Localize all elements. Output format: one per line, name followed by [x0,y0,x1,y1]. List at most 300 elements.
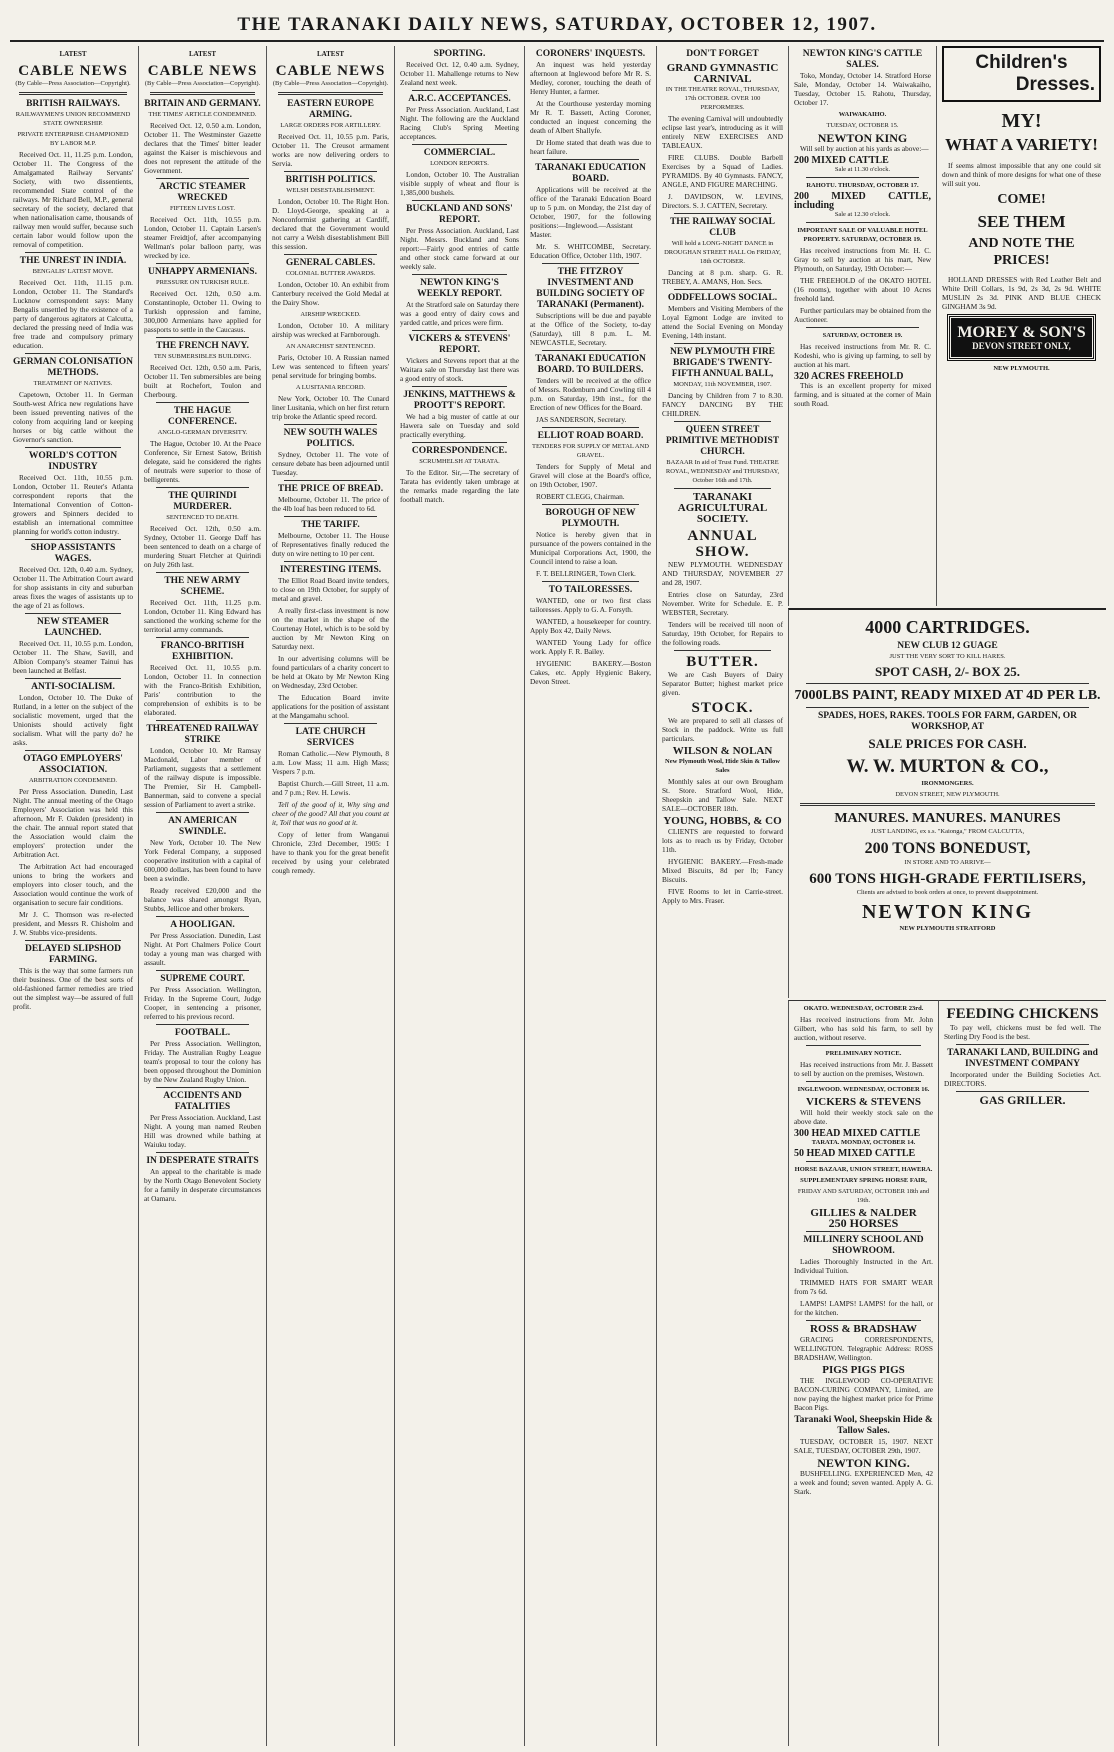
ad-highlight: 200 MIXED CATTLE [794,155,889,166]
ad-headline: NEWTON KING [817,131,908,145]
ad-headline: YOUNG, HOBBS, & CO [663,815,782,827]
ad-text: TUESDAY, OCTOBER 15, 1907. NEXT SALE, TUESDAY, OCTOBER 29th, 1907. [794,1437,933,1455]
article-text: Melbourne, October 11. The House of Representatives finally reduced the duty on wire netting to 10 per cent. [272,531,389,558]
headline: UNHAPPY ARMENIANS. [148,267,257,277]
column-heading: CABLE NEWS [275,63,386,79]
headline: SPORTING. [433,49,486,59]
ad-text: NEW PLYMOUTH. WEDNESDAY AND THURSDAY, NOVEMBER 27 and 28, 1907. [662,560,783,587]
divider [806,683,1089,684]
divider [542,350,639,351]
headline: FOOTBALL. [174,1028,231,1038]
divider [412,200,507,201]
article-text: This is the way that some farmers run their business. One of the best sorts of old-fashioned farmer remedies are tried out the simplest way—be assured of full profit. [13,966,133,1011]
ad-text: Members and Visiting Members of the Loyal Egmont Lodge are invited to attend the Social Evening on Monday Evening, 14th instant. [662,304,783,340]
divider [156,720,249,721]
article-text: London, October 10. The Right Hon. D. Lloyd-George, speaking at a Nonconformist gathering at Cardiff, declared that the Government would not carry a Welsh disestablishment Bill this session. [272,197,389,251]
ad-headline: 4000 CARTRIDGES. [865,617,1030,637]
ad-headline: GAS GRILLER. [979,1093,1066,1107]
article-text: Capetown, October 11. In German South-west Africa new regulations have been issued preventing natives of the colony from acquiring land or keeping horses or big cattle without the Governor's sanction. [13,390,133,444]
ad-headline: ROSS & BRADSHAW [810,1323,917,1335]
divider [156,1024,249,1025]
divider [542,427,639,428]
ad-subheading: JUST THE VERY SORT TO KILL HARES. [889,653,1006,660]
ad-subheading: SPADES, HOES, RAKES. TOOLS FOR FARM, GARDEN, OR WORKSHOP, AT [817,711,1077,732]
ad-text: Dancing at 8 p.m. sharp. G. R. TREBEY, A. AMANS, Hon. Secs. [662,268,783,286]
divider [150,92,255,95]
ad-subheading: SATURDAY, OCTOBER 19. [822,332,903,339]
divider [284,254,377,255]
divider [156,337,249,338]
headline: LATE CHURCH SERVICES [295,727,366,748]
divider [25,447,121,448]
divider [156,916,249,917]
subheading: ARBITRATION CONDEMNED. [28,777,118,784]
headline: THE QUIRINDI MURDERER. [168,491,237,512]
article-text: Melbourne, October 11. The price of the 4lb loaf has been reduced to 6d. [272,495,389,513]
notice-text: JAS SANDERSON, Secretary. [536,415,627,424]
headline: ELLIOT ROAD BOARD. [537,431,644,441]
ad-text: Ladies Thoroughly Instructed in the Art. Individual Tuition. [794,1257,933,1275]
column-5 [524,46,656,1746]
column-kicker: LATEST [316,50,345,58]
ad-subheading: Will hold a LONG-NIGHT DANCE in DROUGHAN STREET HALL On FRIDAY, 18th OCTOBER. [664,240,781,265]
ad-subheading: Sale at 12.30 o'clock. [834,211,891,218]
masthead [0,0,1114,44]
ad-text: HYGIENIC BAKERY.—Fresh-made Mixed Biscuits, 8d per lb; Fancy Biscuits. [662,857,783,884]
article-text: Ready received £20,000 and the balance was shared amongst Ryan, Stubbs, Jellicoe and other brokers. [144,886,261,913]
ad-text: The evening Carnival will undoubtedly eclipse last year's, introducing as it will entirely NEW EXERCISES AND TABLEAUX. [662,114,783,150]
article-text: Sydney, October 11. The vote of censure debate has been adjourned until Tuesday. [272,450,389,477]
ad-headline: NEWTON KING. [817,1456,910,1470]
article-text: The Elliot Road Board invite tenders, to close on 19th October, for supply of metal and gravel. [272,576,389,603]
ad-highlight: 300 HEAD MIXED CATTLE [794,1128,921,1139]
article-text: Mr J. C. Thomson was re-elected president, and Messrs R. Chisholm and J. W. Stubbs vice-presidents. [13,910,133,937]
ad-subheading: JUST LANDING, ex s.s. "Kaionga," FROM CALCUTTA, [870,828,1025,835]
subheading: TEN SUBMERSIBLES BUILDING. [153,353,252,360]
ad-text: Toko, Monday, October 14. Stratford Horse Sale, Monday, October 14. Waiwakaiho, Tuesday, October 15. Rahotu, Thursday, October 17. [794,71,931,107]
article-text: Received Oct. 12, 0.40 a.m. Sydney, October 11. Mahallenge returns to New Zealand next week. [400,60,519,87]
article-text: Received Oct. 11, 10.55 p.m. London, October 11. In connection with the Franco-British Exhibition, Paris' contribution to the comprehension of exhibits is to be elaborated. [144,663,261,717]
article-text: Received Oct. 12th, 0.50 a.m. Paris, October 11. Ten submersibles are being built at Rochefort, Toulon and Cherbourg. [144,363,261,399]
article-text: Baptist Church.—Gill Street, 11 a.m. and 7 p.m.; Rev. H. Lewis. [272,779,389,797]
article-text: Received Oct. 12th, 0.50 a.m. Sydney, October 11. George Daff has been sentenced to death on a charge of murdering Stuart Fletcher at Quirindi on July 26th last. [144,524,261,569]
divider [25,252,121,253]
divider [156,1152,249,1153]
divider [25,353,121,354]
article-text: Received Oct. 12th, 0.40 a.m. Sydney, October 11. The Arbitration Court award for shop assistants in city and suburban areas fixes the wages of assistants up to the age of 21 as follows. [13,565,133,610]
subheading: FIFTEEN LIVES LOST. [169,205,236,212]
ad-subheading: Sale at 11.30 o'clock. [834,166,891,173]
ad-subheading: HORSE BAZAAR, UNION STREET, HAWERA. [794,1166,933,1173]
divider [412,90,507,91]
article-text: Per Press Association. Wellington, Friday. In the Supreme Court, Judge Cooper, in sentencing a prisoner, referred to his previous record. [144,985,261,1021]
headline: GENERAL CABLES. [285,258,376,268]
ad-headline: TARANAKI LAND, BUILDING and INVESTMENT COMPANY [947,1048,1098,1069]
masthead-rule [10,40,1104,42]
divider [674,421,771,422]
ad-text: Incorporated under the Building Societies Act. DIRECTORS. [944,1070,1101,1088]
article-text: New York, October 10. The New York Federal Company, a supposed cooperative institution with a capital of 600,000 dollars, has been found to have been a swindle. [144,838,261,883]
column-2 [138,46,266,1746]
subheading: WELSH DISESTABLISHMENT. [286,187,375,194]
headline: BUCKLAND AND SONS' REPORT. [406,204,513,225]
divider [800,803,1095,806]
column-7-lower [788,1000,938,1746]
headline: VICKERS & STEVENS' REPORT. [408,334,511,355]
notice-text: Tenders will be received at the office of Messrs. Rodenburn and Cowling till 4 p.m. on Saturday, 19th inst., for the Erection of new Offices for the Board. [530,376,651,412]
morey-sons-logo [948,315,1095,360]
divider [156,487,249,488]
ad-text: GRACING CORRESPONDENTS, WELLINGTON. Telegraphic Address: ROSS BRADSHAW, Wellington. [794,1335,933,1362]
headline: TARANAKI EDUCATION BOARD. TO BUILDERS. [535,354,646,375]
divider [284,171,377,172]
headline: AN AMERICAN SWINDLE. [168,816,237,837]
headline: BOROUGH OF NEW PLYMOUTH. [545,508,636,529]
ad-headline: MILLINERY SCHOOL AND SHOWROOM. [803,1235,924,1256]
divider [284,480,377,481]
article-text: An appeal to the charitable is made by the North Otago Benevolent Society for a family in desperate circumstances at Oamaru. [144,1167,261,1203]
ad-headline: GRAND GYMNASTIC CARNIVAL [666,62,779,85]
childrens-dresses-ad [942,46,1101,102]
ad-brand: NEWTON KING [861,901,1034,923]
ad-subheading: FRIDAY AND SATURDAY, OCTOBER 18th and 19th. [797,1188,930,1204]
article-text: At the Stratford sale on Saturday there was a good entry of dairy cows and yarded cattle, and prices were firm. [400,300,519,327]
ad-headline: TARANAKI AGRICULTURAL SOCIETY. [677,491,768,525]
ad-address: NEW PLYMOUTH STRATFORD [899,925,996,932]
article-text: Per Press Association. Auckland, Last Night. Messrs. Buckland and Sons report:—Fairly good entries of cattle and other stock came forward at our weekly sale. [400,226,519,271]
article-text: New York, October 10. The Cunard liner Lusitania, which on her first return trip broke the Atlantic speed record. [272,394,389,421]
divider [412,274,507,275]
divider [284,516,377,517]
murton-banner-ad [788,608,1106,998]
ad-text: Entries close on Saturday, 23rd November. Write for Schedule. E. P. WEBSTER, Secretary. [662,590,783,617]
ad-text: We are prepared to sell all classes of Stock in the paddock. Write us full particulars. [662,716,783,743]
ad-text: Has received instructions from Mr. J. Bassett to sell by auction on the premises, Westown. [794,1060,933,1078]
divider [156,970,249,971]
classified-text: WANTED Young Lady for office work. Apply F. R. Bailey. [530,638,651,656]
notice-text: Notice is hereby given that in pursuance of the powers contained in the Municipal Corporations Act, 1900, the Council intend to raise a loan. [530,530,651,566]
divider [25,940,121,941]
ad-headline: AND NOTE THE PRICES! [968,236,1075,268]
headline: COMMERCIAL. [423,148,496,158]
headline: THE PRICE OF BREAD. [277,484,384,494]
subheading: SCRUMHELSH AT TARATA. [419,458,500,465]
column-7 [788,46,936,606]
subheading: BENGALIS' LATEST MOVE. [32,268,114,275]
ad-headline: 200 TONS BONEDUST, [864,840,1031,857]
ad-subheading: NEW CLUB 12 GUAGE [897,641,998,651]
divider [284,561,377,562]
ad-highlight: 320 ACRES FREEHOLD [794,371,904,382]
ad-headline: NEW PLYMOUTH FIRE BRIGADE'S TWENTY-FIFTH ANNUAL BALL, [669,347,776,379]
headline: A.R.C. ACCEPTANCES. [408,94,511,104]
ad-address: NEW PLYMOUTH. [993,365,1050,372]
article-text: London, October 10. The Australian visible supply of wheat and flour is 1,385,000 bushels. [400,170,519,197]
subheading: TREATMENT OF NATIVES. [33,380,113,387]
ad-headline: MY! [1001,110,1042,132]
headline: NEW STEAMER LAUNCHED. [37,617,109,638]
headline: ARCTIC STEAMER WRECKED [159,182,246,203]
ad-headline: SPOT CASH, 2/- BOX 25. [875,664,1020,679]
ad-text: Tenders will be received till noon of Saturday, 19th October, for Repairs to the following roads. [662,620,783,647]
subheading: TENDERS FOR SUPPLY OF METAL AND GRAVEL. [532,443,649,459]
article-text: To the Editor. Sir,—The secretary of Tarata has evidently taken umbrage at the remarks made regarding the late football match. [400,468,519,504]
divider [806,1231,921,1232]
article-text: Received Oct. 11th, 10.55 p.m. London, October 11. Reuter's Atlanta correspondent reports that the International Convention of Cotton-growers and Spinners decided to establish an international committee planning for world's cotton industry. [13,473,133,536]
headline: GERMAN COLONISATION METHODS. [13,357,133,378]
headline: WORLD'S COTTON INDUSTRY [28,451,118,472]
headline: INTERESTING ITEMS. [279,565,382,575]
article-text: London, October 10. A military airship was wrecked at Farnborough. [272,321,389,339]
ad-highlight: 250 HORSES [828,1216,899,1230]
headline: DELAYED SLIPSHOD FARMING. [25,944,121,965]
divider [25,539,121,540]
ad-title: Children's [975,52,1068,73]
classified-text: WANTED, one or two first class tailoresses. Apply to G. A. Forsyth. [530,596,651,614]
headline: BRITISH RAILWAYS. [26,99,120,109]
divider [674,488,771,489]
ad-subheading: IRONMONGERS. [921,780,974,787]
headline: THE NEW ARMY SCHEME. [164,576,241,597]
column-heading: CABLE NEWS [147,63,258,79]
ad-text: FIRE CLUBS. Double Barbell Exercises by a Squad of Ladies. PYRAMIDS. By 40 Gymnasts. FANCY, ANGLE, AND FIGURE MARCHING. [662,153,783,189]
divider [806,222,919,223]
divider [542,263,639,264]
divider [674,650,771,651]
ad-subheading: TARATA. MONDAY, OCTOBER 14. [811,1139,916,1146]
notice-text: Tenders for Supply of Metal and Gravel will close at the Board's office, on 19th October, 1907. [530,462,651,489]
headline: CORRESPONDENCE. [411,446,508,456]
divider [806,327,919,328]
headline: OTAGO EMPLOYERS' ASSOCIATION. [23,754,123,775]
divider [806,177,919,178]
headline: BRITAIN AND GERMANY. [144,99,261,109]
subheading: AN ANARCHIST SENTENCED. [286,343,375,350]
headline: THE FITZROY INVESTMENT AND BUILDING SOCIETY OF TARANAKI (Permanent). [536,267,645,310]
divider [284,424,377,425]
headline: FRANCO-BRITISH EXHIBITION. [160,641,245,662]
divider [674,213,771,214]
subheading: THE TIMES' ARTICLE CONDEMNED. [148,111,257,118]
article-text: Received Oct. 11th, 10.55 p.m. London, October 11. Captain Larsen's steamer Freidtjof, after accompanying Wellman's polar balloon party, was wrecked by ice. [144,215,261,260]
subheading: AIRSHIP WRECKED. [300,311,361,318]
subheading: ANGLO-GERMAN DIVERSITY. [157,429,248,436]
column-8 [936,46,1106,606]
ad-headline: NEWTON KING'S CATTLE SALES. [802,49,923,70]
divider [156,572,249,573]
ad-text: To pay well, chickens must be fed well. The Sterling Dry Food is the best. [944,1023,1101,1041]
subheading: SENTENCED TO DEATH. [166,514,239,521]
ad-subheading: Clients are advised to book orders at once, to prevent disappointment. [856,889,1039,896]
divider [284,723,377,724]
notice-text: Subscriptions will be due and payable at the Office of the Society, to-day (Saturday), till 8 p.m. L. M. NEWCASTLE, Secretary. [530,311,651,347]
headline: THE HAGUE CONFERENCE. [168,406,237,427]
divider [25,678,121,679]
ad-headline: SALE PRICES FOR CASH. [868,736,1027,751]
headline: ACCIDENTS AND FATALITIES [163,1091,242,1112]
ad-subheading: RAHOTU. THURSDAY, OCTOBER 17. [806,182,919,189]
headline: EASTERN EUROPE ARMING. [287,99,374,120]
article-text: An inquest was held yesterday afternoon at Inglewood before Mr R. S. Medley, coroner, touching the death of Henry Hunter, a farmer. [530,60,651,96]
ad-subheading: IN THE THEATRE ROYAL, THURSDAY, 17th OCTOBER. OVER 100 PERFORMERS. [665,86,780,111]
article-text: Copy of letter from Wanganui Chronicle, 23rd December, 1905: I have to thank you for the great benefit received by using your celebrated cough remedy. [272,830,389,875]
subheading: RAILWAYMEN'S UNION RECOMMEND STATE OWNERSHIP. [15,111,131,127]
ad-headline: THE RAILWAY SOCIAL CLUB [669,217,776,238]
divider [156,402,249,403]
article-text: London, October 10. The Duke of Rutland, in a letter on the subject of the socialistic movement, urged that the Unionists should actively fight socialism. What will the party do? he asks. [13,693,133,747]
subheading: PRIVATE ENTERPRISE CHAMPIONED BY LABOR M.P. [17,131,129,147]
column-1 [8,46,138,1746]
divider [412,386,507,387]
column-credit: (By Cable—Press Association—Copyright). [15,80,131,87]
divider [278,92,383,95]
article-text: Received Oct. 11, 10.55 p.m. London, October 11. The Shaw, Savill, and Albion Company's steamer Tainui has been launched at Belfast. [13,639,133,675]
ad-text: This is an excellent property for mixed farming, and is situated at the corner of Main south Road. [794,381,931,408]
ad-kicker: DON'T FORGET [686,49,759,59]
ad-highlight: 50 HEAD MIXED CATTLE [794,1148,916,1159]
divider [542,159,639,160]
newspaper-title: THE TARANAKI DAILY NEWS, SATURDAY, OCTOBER 12, 1907. [237,14,877,35]
ad-highlight: 200 MIXED CATTLE, including [794,191,931,211]
ad-subheading: OKATO. WEDNESDAY, OCTOBER 23rd. [803,1005,924,1012]
classified-text: WANTED, a housekeeper for country. Apply Box 42, Daily News. [530,617,651,635]
headline: BRITISH POLITICS. [285,175,376,185]
article-text: Received Oct. 11, 10.55 p.m. Paris, October 11. The Creusot armament works are now delivering orders to Servia. [272,132,389,168]
column-6 [656,46,788,1746]
ad-text: FIVE Rooms to let in Carrie-street. Apply to Mrs. Fraser. [662,887,783,905]
notice-text: Mr. S. WHITCOMBE, Secretary. Education Office, October 11th, 1907. [530,242,651,260]
ad-headline: FEEDING CHICKENS [946,1006,1099,1022]
article-text: Received Oct. 12, 0.50 a.m. London, October 11. The Westminster Gazette declares that the Times' bitter leader against the Kaiser is mischievous and does not represent the attitude of the Government. [144,121,261,175]
notice-text: Applications will be received at the office of the Taranaki Education Board up to 5 p.m. on Monday, the 21st day of October, 1907, for the following positions:—Inglewood.—Assistant Master. [530,185,651,239]
ad-text: LAMPS! LAMPS! LAMPS! for the hall, or for the kitchen. [794,1299,933,1317]
ad-text: Monthly sales at our own Brougham St. Store. Stratford Wool, Hide, Sheepskin and Tallow Sale. NEXT SALE—OCTOBER 18th. [662,777,783,813]
article-text: Per Press Association. Auckland, Last Night. A young man named Reuben Hill was drowned while bathing at Waiuku today. [144,1113,261,1149]
divider [542,504,639,505]
subheading: LONDON REPORTS. [430,160,489,167]
subheading: LARGE ORDERS FOR ARTILLERY. [280,122,381,129]
ad-text: Will sell by auction at his yards as above:— [800,144,929,153]
headline: THE UNREST IN INDIA. [19,256,127,266]
column-kicker: LATEST [59,50,87,58]
article-text: Per Press Association. Auckland, Last Night. The following are the Auckland Racing Club's Spring Meeting acceptances. [400,105,519,141]
ad-text: HOLLAND DRESSES with Red Leather Belt and White Drill Collars, 1s 9d, 2s 3d, 2s 9d. WHITE MUSLIN 2s 3d. PINK AND BLUE CHECK GINGHAM 3s 9d. [942,275,1101,311]
ad-text: Will hold their weekly stock sale on the above date. [794,1108,933,1126]
column-8-lower [938,1000,1106,1746]
article-text: Roman Catholic.—New Plymouth, 8 a.m. Low Mass; 11 a.m. High Mass; Vespers 7 p.m. [272,749,389,776]
ad-subheading: SUPPLEMENTARY SPRING HORSE FAIR, [800,1177,927,1184]
divider [956,1044,1089,1045]
ad-subheading: TUESDAY, OCTOBER 15. [826,122,899,129]
article-text: London, October 10. An exhibit from Canterbury received the Gold Medal at the Dairy Show. [272,280,389,307]
ad-headline: STOCK. [691,700,754,716]
divider [412,330,507,331]
ad-text: TRIMMED HATS FOR SMART WEAR from 7s 6d. [794,1278,933,1296]
divider [806,1081,921,1082]
divider [956,1091,1089,1092]
ad-headline: MANURES. MANURES. MANURES [834,811,1061,826]
headline: JENKINS, MATTHEWS & PROOTT'S REPORT. [403,390,516,411]
ad-brand: MOREY & SON'S [957,324,1086,341]
ad-headline: 600 TONS HIGH-GRADE FERTILISERS, [809,871,1086,887]
subheading: COLONIAL BUTTER AWARDS. [285,270,376,277]
ad-address: DEVON STREET, NEW PLYMOUTH. [895,791,1000,798]
article-text: London, October 10. Mr Ramsay Macdonald, Labor member of Parliament, suggests that a settlement of the railway dispute is impossible. The Premier, Sir H. Campbell-Bannerman, said to convene a special session of Parliament to avert a strike. [144,746,261,809]
headline: IN DESPERATE STRAITS [146,1156,259,1166]
article-text: Per Press Association. Dunedin, Last Night. At Port Chalmers Police Court today a young man was charged with assault. [144,931,261,967]
ad-text: Further particulars may be obtained from the Auctioneer. [794,306,931,324]
column-kicker: LATEST [188,50,217,58]
divider [674,343,771,344]
divider [25,750,121,751]
headline: TO TAILORESSES. [548,585,633,595]
ad-subheading: INGLEWOOD. WEDNESDAY, OCTOBER 16. [797,1086,930,1093]
headline: SUPREME COURT. [160,974,245,984]
divider [156,812,249,813]
headline: NEW SOUTH WALES POLITICS. [283,428,378,449]
ad-subheading: IMPORTANT SALE OF VALUABLE HOTEL PROPERTY. SATURDAY, OCTOBER 19. [797,227,928,243]
article-text: Per Press Association. Wellington, Friday. The Australian Rugby League team's proposal to tour the colony has been opposed throughout the Dominion by the New Zealand Rugby Union. [144,1039,261,1084]
headline: SHOP ASSISTANTS WAGES. [30,543,116,564]
notice-text: ROBERT CLEGG, Chairman. [536,492,625,501]
article-text: The Hague, October 10. At the Peace Conference, Sir Ernest Satow, British delegate, said he considered the rights of neutrals were superior to those of belligerents. [144,439,261,484]
column-heading: CABLE NEWS [18,63,128,79]
ad-text: THE FREEHOLD of the OKATO HOTEL (16 rooms), together with about 10 Acres freehold land. [794,276,931,303]
divider [806,1161,921,1162]
ad-headline: SEE THEM [977,212,1066,231]
ad-text: We are Cash Buyers of Dairy Separator Butter; highest market price given. [662,670,783,697]
ad-headline: ANNUAL SHOW. [687,528,758,560]
ad-text: J. DAVIDSON, W. LEVINS, Directors. S. J. CATTEN, Secretary. [662,192,783,210]
headline: A HOOLIGAN. [170,920,235,930]
article-text: A really first-class investment is now on the market in the shape of the Courtenay Hotel, which is to be sold by auction by Mr Newton King on Saturday next. [272,606,389,651]
headline: ANTI-SOCIALISM. [31,682,115,692]
divider [806,1045,921,1046]
ad-text: Has received instructions from Mr. H. C. Gray to sell by auction at his mart, New Plymouth, on Saturday, 19th October:— [794,246,931,273]
divider [156,1087,249,1088]
column-credit: (By Cable—Press Association—Copyright). [272,80,389,87]
ad-subheading: MONDAY, 11th NOVEMBER, 1907. [673,381,772,388]
ad-headline: QUEEN STREET PRIMITIVE METHODIST CHURCH. [665,425,780,457]
divider [806,1320,921,1321]
divider [25,613,121,614]
ad-title: Dresses. [1015,74,1095,95]
headline: NEWTON KING'S WEEKLY REPORT. [417,278,502,299]
ad-brand: W. W. MURTON & CO., [846,756,1049,777]
headline: THE FRENCH NAVY. [156,341,249,351]
article-text: Vickers and Stevens report that at the Waitara sale on Thursday last there was a good entry of stock. [400,356,519,383]
column-3 [266,46,394,1746]
ad-headline: 7000LBS PAINT, READY MIXED AT 4D PER LB. [794,688,1101,703]
column-credit: (By Cable—Press Association—Copyright). [144,80,261,87]
headline: CORONERS' INQUESTS. [535,49,646,59]
headline: THREATENED RAILWAY STRIKE [146,724,259,745]
ad-headline: WILSON & NOLAN [672,745,773,757]
divider [412,144,507,145]
notice-text: F. T. BELLRINGER, Town Clerk. [536,569,636,578]
ad-address: DEVON STREET ONLY, [972,341,1071,351]
article-text: Received Oct. 12th, 0.50 a.m. Constantinople, October 11. Owing to Turkish oppression and famine, 300,000 Armenians have applied for passports to settle in the Caucasus. [144,289,261,334]
ad-text: Dancing by Children from 7 to 8.30. FANCY DANCING BY THE CHILDREN. [662,391,783,418]
ad-text: Has received instructions from Mr. R. C. Kodeshi, who is giving up farming, to sell by auction at his mart. [794,342,931,369]
column-4 [394,46,524,1746]
ad-headline: BUTTER. [686,654,759,670]
divider [412,442,507,443]
article-text: At the Courthouse yesterday morning Mr R. T. Bassett, Acting Coroner, conducted an inquest concerning the death of Albert Shallyfe. [530,99,651,135]
divider [156,263,249,264]
article-text: Paris, October 10. A Russian named Lew was sentenced to fifteen years' penal servitude for bringing bombs. [272,353,389,380]
ad-subheading: PRELIMINARY NOTICE. [825,1050,902,1057]
